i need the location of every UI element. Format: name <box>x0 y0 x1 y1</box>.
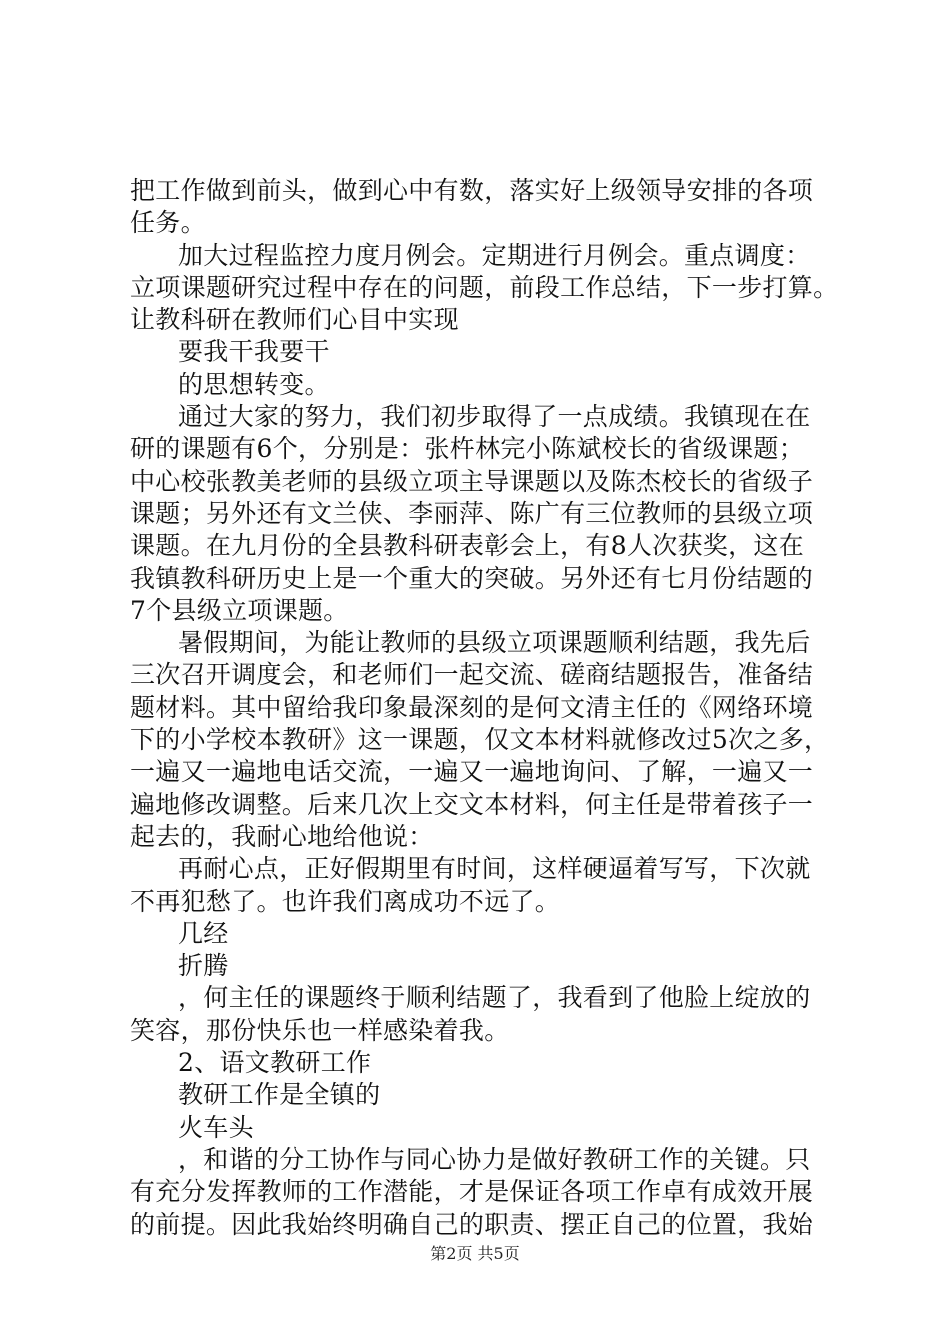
text-line: 中心校张教美老师的县级立项主导课题以及陈杰校长的省级子 <box>130 466 814 496</box>
text-line: 三次召开调度会，和老师们一起交流、磋商结题报告，准备结 <box>130 660 814 690</box>
text-line: ，何主任的课题终于顺利结题了，我看到了他脸上绽放的 <box>178 983 811 1013</box>
text-line: 一遍又一遍地电话交流，一遍又一遍地询问、了解，一遍又一 <box>130 757 814 787</box>
text-line: 让教科研在教师们心目中实现 <box>130 305 459 335</box>
text-line: 通过大家的努力，我们初步取得了一点成绩。我镇现在在 <box>178 402 811 432</box>
text-line: 有充分发挥教师的工作潜能，才是保证各项工作卓有成效开展 <box>130 1177 814 1207</box>
text-line: 立项课题研究过程中存在的问题，前段工作总结，下一步打算。 <box>130 272 839 302</box>
text-line: 研的课题有6个，分别是：张杵林完小陈斌校长的省级课题； <box>130 434 805 464</box>
text-line: 下的小学校本教研》这一课题，仅文本材料就修改过5次之多， <box>130 725 830 755</box>
text-line: 几经 <box>178 918 229 948</box>
text-line: 2、语文教研工作 <box>178 1048 372 1078</box>
text-line: 题材料。其中留给我印象最深刻的是何文清主任的《网络环境 <box>130 692 814 722</box>
text-line: 的思想转变。 <box>178 369 330 399</box>
text-line: 加大过程监控力度月例会。定期进行月例会。重点调度： <box>178 240 811 270</box>
text-line: 的前提。因此我始终明确自己的职责、摆正自己的位置，我始 <box>130 1209 814 1239</box>
text-line: 课题；另外还有文兰侠、李丽萍、陈广有三位教师的县级立项 <box>130 498 814 528</box>
text-line: 再耐心点，正好假期里有时间，这样硬逼着写写，下次就 <box>178 854 811 884</box>
body-text <box>130 175 840 1241</box>
text-line: 教研工作是全镇的 <box>178 1080 381 1110</box>
text-line: 不再犯愁了。也许我们离成功不远了。 <box>130 886 561 916</box>
text-line: 折腾 <box>178 951 229 981</box>
text-line: ，和谐的分工协作与同心协力是做好教研工作的关键。只 <box>178 1144 811 1174</box>
text-line: 7个县级立项课题。 <box>130 595 349 625</box>
text-line: 笑容，那份快乐也一样感染着我。 <box>130 1015 510 1045</box>
text-line: 把工作做到前头，做到心中有数，落实好上级领导安排的各项 <box>130 176 814 205</box>
text-line: 我镇教科研历史上是一个重大的突破。另外还有七月份结题的 <box>130 563 814 593</box>
text-line: 课题。在九月份的全县教科研表彰会上，有8人次获奖，这在 <box>130 531 805 561</box>
text-line: 暑假期间，为能让教师的县级立项课题顺利结题，我先后 <box>178 628 811 658</box>
page-footer: 第2页 共5页 <box>430 1244 520 1263</box>
text-line: 遍地修改调整。后来几次上交文本材料，何主任是带着孩子一 <box>130 789 814 819</box>
text-line: 任务。 <box>130 208 206 238</box>
text-line: 火车头 <box>178 1112 254 1142</box>
text-line: 要我干我要干 <box>178 337 330 367</box>
text-line: 起去的，我耐心地给他说： <box>130 821 434 851</box>
